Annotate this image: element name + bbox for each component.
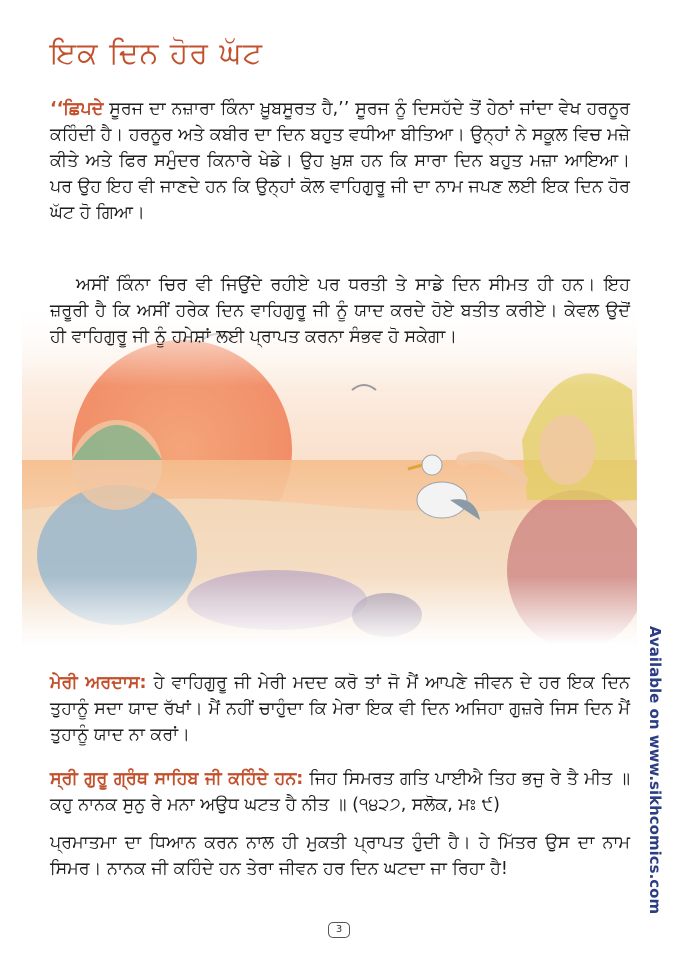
website-credit-text: Available on www.sikhcomics.com [646,625,664,915]
scripture-section [50,766,630,818]
highlight-word: ਛਿਪਦੇ [63,99,104,119]
paragraph-reflection: ਅਸੀਂ ਕਿੰਨਾ ਚਿਰ ਵੀ ਜਿਉਂਦੇ ਰਹੀਏ ਪਰ ਧਰਤੀ ਤੇ ਸਾਡੇ ਦਿਨ ਸੀਮਤ ਹੀ ਹਨ। ਇਹ ਜ਼ਰੂਰੀ ਹੈ ਕਿ ਅਸੀਂ ਹਰੇਕ ਦਿਨ ਵਾਹਿਗੁਰੂ ਜੀ ਨੂੰ ਯਾਦ ਕਰਦੇ ਹੋਏ ਬਤੀਤ ਕਰੀਏ। ਕੇਵਲ ਉਦੋਂ ਹੀ ਵਾਹਿਗੁਰੂ ਜੀ ਨੂੰ ਹਮੇਸ਼ਾਂ ਲਈ ਪ੍ਰਾਪਤ ਕਰਨਾ ਸੰਭਵ ਹੋ ਸਕੇਗਾ। [50,275,630,347]
page-number: 3 [328,922,350,938]
scripture-text: ਜਿਹ ਸਿਮਰਤ ਗਤਿ ਪਾਈਐ ਤਿਹ ਭਜੁ ਰੇ ਤੈ ਮੀਤ ॥ ਕਹੁ ਨਾਨਕ ਸੁਨੁ ਰੇ ਮਨਾ ਅਉਧ ਘਟਤ ਹੈ ਨੀਤ ॥ (੧੪੨੭, ਸਲੋਕ, ਮਃ ੯) [50,769,630,815]
prayer-section [50,670,630,748]
closing-paragraph: ਪ੍ਰਮਾਤਮਾ ਦਾ ਧਿਆਨ ਕਰਨ ਨਾਲ ਹੀ ਮੁਕਤੀ ਪ੍ਰਾਪਤ ਹੁੰਦੀ ਹੈ। ਹੇ ਮਿੱਤਰ ਉਸ ਦਾ ਨਾਮ ਸਿਮਰ। ਨਾਨਕ ਜੀ ਕਹਿੰਦੇ ਹਨ ਤੇਰਾ ਜੀਵਨ ਹਰ ਦਿਨ ਘਟਦਾ ਜਾ ਰਿਹਾ ਹੈ! [50,833,630,879]
prayer-text: ਹੇ ਵਾਹਿਗੁਰੂ ਜੀ ਮੇਰੀ ਮਦਦ ਕਰੋ ਤਾਂ ਜੋ ਮੈਂ ਆਪਣੇ ਜੀਵਨ ਦੇ ਹਰ ਇਕ ਦਿਨ ਤੁਹਾਨੂੰ ਸਦਾ ਯਾਦ ਰੱਖਾਂ। ਮੈਂ ਨਹੀਂ ਚਾਹੁੰਦਾ ਕਿ ਮੇਰਾ ਇਕ ਵੀ ਦਿਨ ਅਜਿਹਾ ਗੁਜ਼ਰੇ ਜਿਸ ਦਿਨ ਮੈਂ ਤੁਹਾਨੂੰ ਯਾਦ ਨਾ ਕਰਾਂ। [50,673,630,745]
illustration-svg [22,300,637,645]
paragraph-intro-text: ਸੂਰਜ ਦਾ ਨਜ਼ਾਰਾ ਕਿੰਨਾ ਖ਼ੂਬਸੂਰਤ ਹੈ,’’ ਸੂਰਜ ਨੂੰ ਦਿਸਹੱਦੇ ਤੋਂ ਹੇਠਾਂ ਜਾਂਦਾ ਵੇਖ ਹਰਨੂਰ ਕਹਿੰਦੀ ਹੈ। ਹਰਨੂਰ ਅਤੇ ਕਬੀਰ ਦਾ ਦਿਨ ਬਹੁਤ ਵਧੀਆ ਬੀਤਿਆ। ਉਨ੍ਹਾਂ ਨੇ ਸਕੂਲ ਵਿਚ ਮਜ਼ੇ ਕੀਤੇ ਅਤੇ ਫਿਰ ਸਮੁੰਦਰ ਕਿਨਾਰੇ ਖੇਡੇ। ਉਹ ਖ਼ੁਸ਼ ਹਨ ਕਿ ਸਾਰਾ ਦਿਨ ਬਹੁਤ ਮਜ਼ਾ ਆਇਆ। ਪਰ ਉਹ ਇਹ ਵੀ ਜਾਣਦੇ ਹਨ ਕਿ ਉਨ੍ਹਾਂ ਕੋਲ ਵਾਹਿਗੁਰੂ ਜੀ ਦਾ ਨਾਮ ਜਪਣ ਲਈ ਇਕ ਦਿਨ ਹੋਰ ਘੱਟ ਹੋ ਗਿਆ। [50,99,630,223]
page-title: ਇਕ ਦਿਨ ਹੋਰ ਘੱਟ [50,36,263,71]
prayer-label: ਮੇਰੀ ਅਰਦਾਸ: [50,673,147,693]
sunset-beach-illustration [22,300,637,645]
quote-open-mark: ‘‘ [50,99,64,119]
scripture-label: ਸ੍ਰੀ ਗੁਰੂ ਗ੍ਰੰਥ ਸਾਹਿਬ ਜੀ ਕਹਿੰਦੇ ਹਨ: [50,769,304,789]
paragraph-intro [50,96,630,226]
website-credit [640,625,670,915]
